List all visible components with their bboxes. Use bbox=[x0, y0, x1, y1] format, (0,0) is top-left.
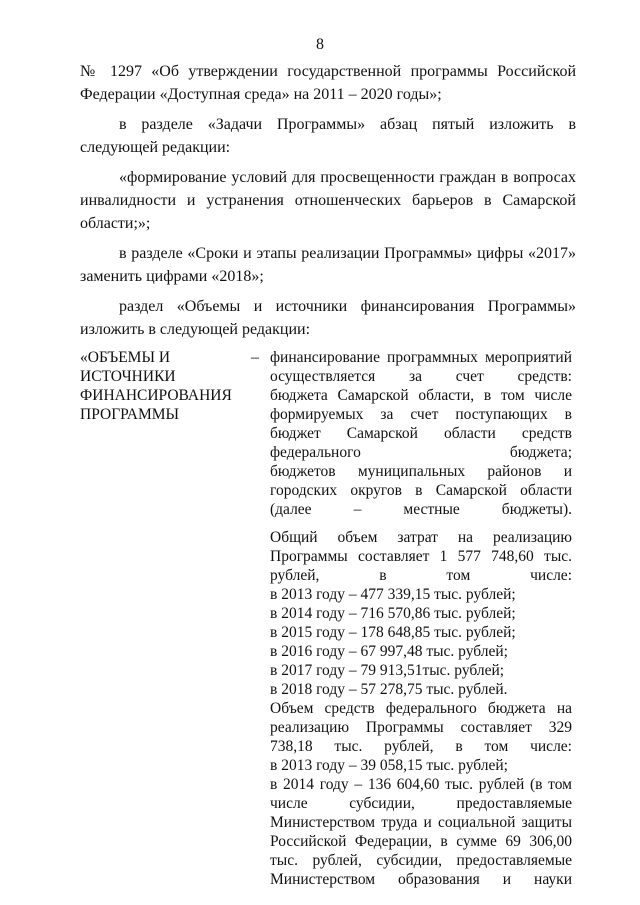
year-federal-2013: в 2013 году – 39 058,15 тыс. рублей; bbox=[270, 757, 508, 774]
federal-amount-intro: Объем средств федерального бюджета на реализацию Программы составляет 329 738,18 тыс. рублей, в том числе: bbox=[270, 700, 572, 755]
funding-table-dash: – bbox=[251, 349, 259, 366]
year-total-2013: в 2013 году – 477 339,15 тыс. рублей; bbox=[270, 586, 516, 603]
year-total-2015: в 2015 году – 178 648,85 тыс. рублей; bbox=[270, 624, 516, 641]
paragraph-tasks-text: «формирование условий для просвещенности граждан в вопросах инвалидности и устранения отношенческих барьеров в Самарской области;»; bbox=[80, 169, 576, 232]
funding-table-label: «ОБЪЕМЫ И ИСТОЧНИКИ ФИНАНСИРОВАНИЯ ПРОГРАММЫ bbox=[80, 349, 232, 423]
funding-sources-regional: бюджета Самарской области, в том числе формируемых за счет поступающих в бюджет Самарской области средств федерального бюджета; bbox=[270, 387, 572, 461]
year-federal-2014: в 2014 году – 136 604,60 тыс. рублей (в том числе субсидии, предоставляемые Министерством труда и социальной защиты Российской Федерации, в сумме 69 306,00 тыс. рублей, субсидии, предоставляемые Министерством образования и науки bbox=[270, 776, 572, 888]
funding-sources-municipal: бюджетов муниципальных районов и городских округов в Самарской области (далее – местные бюджеты). bbox=[270, 463, 572, 518]
year-total-2016: в 2016 году – 67 997,48 тыс. рублей; bbox=[270, 643, 508, 660]
paragraph-funding-section: раздел «Объемы и источники финансирования Программы» изложить в следующей редакции: bbox=[80, 298, 576, 338]
funding-table bbox=[80, 348, 576, 889]
funding-table-content bbox=[270, 348, 572, 889]
year-total-2014: в 2014 году – 716 570,86 тыс. рублей; bbox=[270, 605, 516, 622]
funding-sources-text: финансирование программных мероприятий осуществляется за счет средств: bbox=[270, 349, 572, 385]
total-amount-intro: Общий объем затрат на реализацию Программы составляет 1 577 748,60 тыс. рублей, в том числе: bbox=[270, 529, 572, 584]
document-body bbox=[80, 60, 576, 889]
year-total-2018: в 2018 году – 57 278,75 тыс. рублей. bbox=[270, 681, 508, 698]
year-total-2017: в 2017 году – 79 913,51тыс. рублей; bbox=[270, 662, 505, 679]
paragraph-terms-section: в разделе «Сроки и этапы реализации Программы» цифры «2017» заменить цифрами «2018»; bbox=[80, 245, 576, 285]
paragraph-decree-ref: № 1297 «Об утверждении государственной программы Российской Федерации «Доступная среда» на 2011 – 2020 годы»; bbox=[80, 63, 576, 103]
paragraph-tasks-section: в разделе «Задачи Программы» абзац пятый изложить в следующей редакции: bbox=[80, 116, 576, 156]
page-number: 8 bbox=[316, 36, 324, 53]
